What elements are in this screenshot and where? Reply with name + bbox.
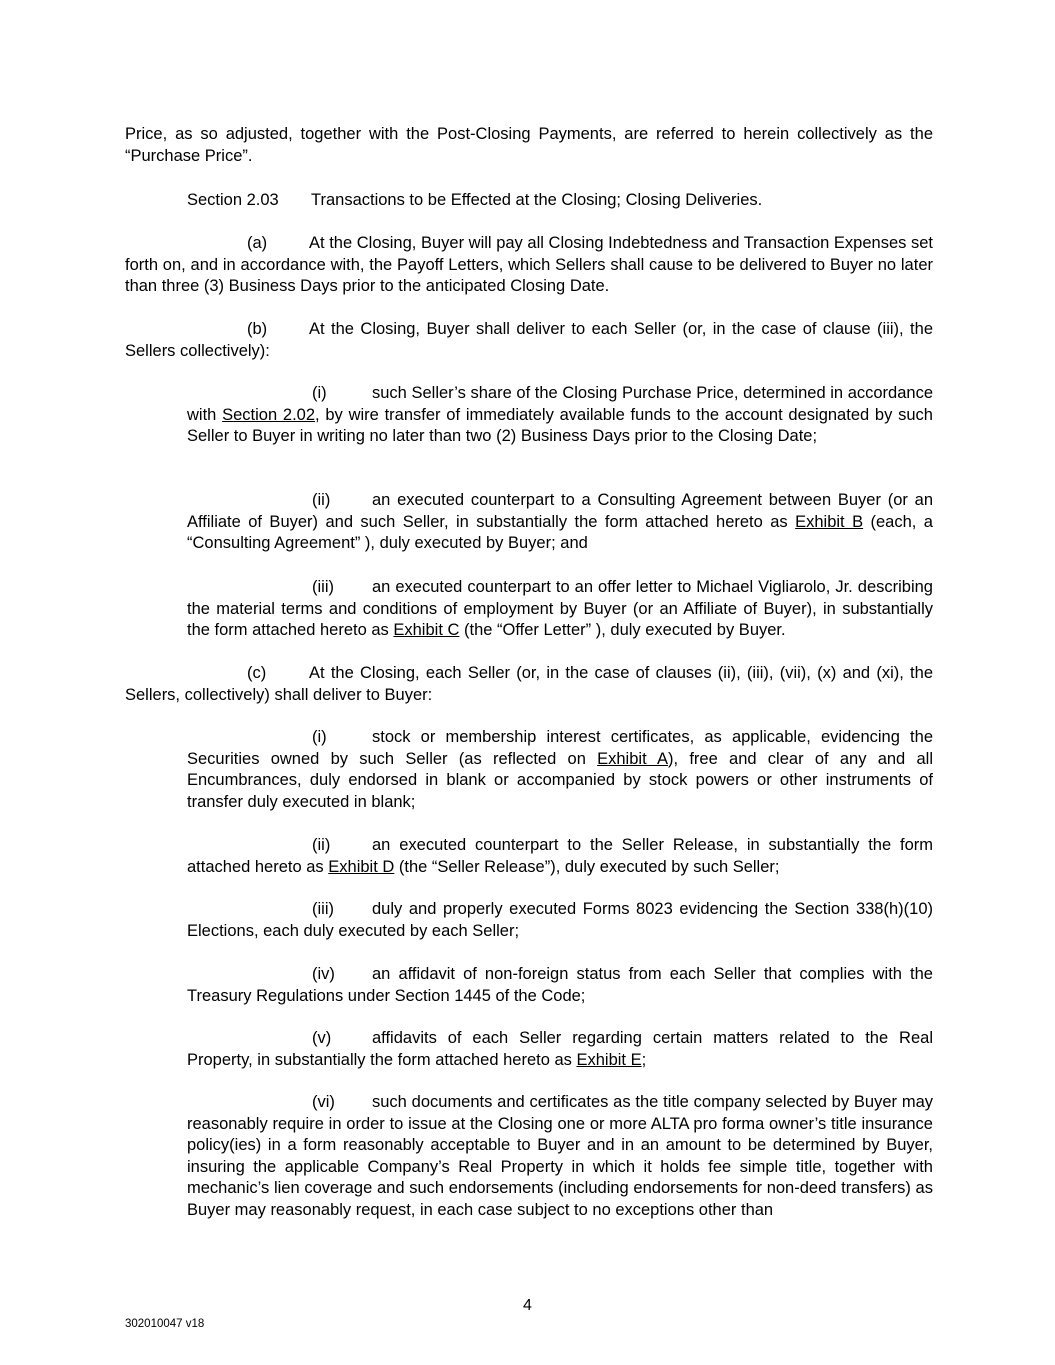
exhibit-a-reference: Exhibit A — [597, 749, 668, 768]
document-id: 302010047 v18 — [125, 1318, 205, 1330]
exhibit-b-reference: Exhibit B — [795, 512, 864, 531]
exhibit-d-reference: Exhibit D — [328, 857, 395, 876]
paragraph-c-ii: (ii) an executed counterpart to the Seller Release, in substantially the form attached hereto as Exhibit D (the “Seller Release”), duly executed by such Seller; — [187, 836, 933, 876]
paragraph-b-i: (i) such Seller’s share of the Closing Purchase Price, determined in accordance with Section 2.02, by wire transfer of immediately available funds to the account designated by such Seller to Buyer in writing no later than two (2) Business Days prior to the Closing Date; — [187, 384, 933, 446]
section-2-02-reference: Section 2.02 — [222, 405, 316, 424]
clause-label-c-iv: (iv) — [312, 965, 335, 983]
clause-label-b: (b) — [247, 320, 268, 338]
section-title: Transactions to be Effected at the Closing; Closing Deliveries. — [311, 191, 763, 209]
clause-label-a: (a) — [247, 234, 268, 252]
paragraph-b: (b) At the Closing, Buyer shall deliver to each Seller (or, in the case of clause (iii), the Sellers collectively): — [125, 320, 933, 360]
paragraph-purchase-price: Price, as so adjusted, together with the Post-Closing Payments, are referred to herein collectively as the “Purchase Price”. — [125, 125, 933, 165]
clause-label-c-vi: (vi) — [312, 1093, 335, 1111]
exhibit-e-reference: Exhibit E — [576, 1050, 642, 1069]
paragraph-c: (c) At the Closing, each Seller (or, in the case of clauses (ii), (iii), (vii), (x) and (xi), the Sellers, collectively) shall deliver to Buyer: — [125, 664, 933, 704]
clause-label-c-i: (i) — [312, 728, 327, 746]
paragraph-a: (a) At the Closing, Buyer will pay all Closing Indebtedness and Transaction Expenses set forth on, and in accordance with, the Payoff Letters, which Sellers shall cause to be delivered to Buyer no later than three (3) Business Days prior to the anticipated Closing Date. — [125, 234, 933, 296]
paragraph-c-vi: (vi) such documents and certificates as the title company selected by Buyer may reasonably require in order to issue at the Closing one or more ALTA pro forma owner’s title insurance policy(ies) in a form reasonably acceptable to Buyer and in an amount to be determined by Buyer, insuring the applicable Company’s Real Property in which it holds fee simple title, together with mechanic’s lien coverage and such endorsements (including endorsements for non-deed transfers) as Buyer may reasonably request, in each case subject to no exceptions other than — [187, 1093, 933, 1219]
clause-label-b-ii: (ii) — [312, 491, 331, 509]
exhibit-c-reference: Exhibit C — [393, 621, 460, 640]
paragraph-c-iii: (iii) duly and properly executed Forms 8023 evidencing the Section 338(h)(10) Elections, each duly executed by each Seller; — [187, 900, 933, 940]
clause-label-b-i: (i) — [312, 384, 327, 402]
paragraph-c-v: (v) affidavits of each Seller regarding certain matters related to the Real Property, in substantially the form attached hereto as Exhibit E; — [187, 1029, 933, 1069]
paragraph-c-i: (i) stock or membership interest certificates, as applicable, evidencing the Securities owned by such Seller (as reflected on Exhibit A), free and clear of any and all Encumbrances, duly endorsed in blank or accompanied by stock powers or other instruments of transfer duly executed in blank; — [187, 728, 933, 811]
page-number: 4 — [523, 1297, 532, 1314]
section-heading — [125, 190, 933, 212]
clause-label-c: (c) — [247, 664, 267, 682]
paragraph-c-iv: (iv) an affidavit of non-foreign status from each Seller that complies with the Treasury Regulations under Section 1445 of the Code; — [187, 965, 933, 1005]
section-number: Section 2.03 — [187, 191, 279, 209]
clause-label-c-iii: (iii) — [312, 900, 334, 918]
clause-label-c-v: (v) — [312, 1029, 332, 1047]
clause-label-b-iii: (iii) — [312, 578, 334, 596]
clause-label-c-ii: (ii) — [312, 836, 331, 854]
paragraph-b-iii: (iii) an executed counterpart to an offer letter to Michael Vigliarolo, Jr. describing the material terms and conditions of employment by Buyer (or an Affiliate of Buyer), in substantially the form attached hereto as Exhibit C (the “Offer Letter” ), duly executed by Buyer. — [187, 578, 933, 640]
paragraph-b-ii: (ii) an executed counterpart to a Consulting Agreement between Buyer (or an Affiliate of Buyer) and such Seller, in substantially the form attached hereto as Exhibit B (each, a “Consulting Agreement” ), duly executed by Buyer; and — [187, 491, 933, 553]
